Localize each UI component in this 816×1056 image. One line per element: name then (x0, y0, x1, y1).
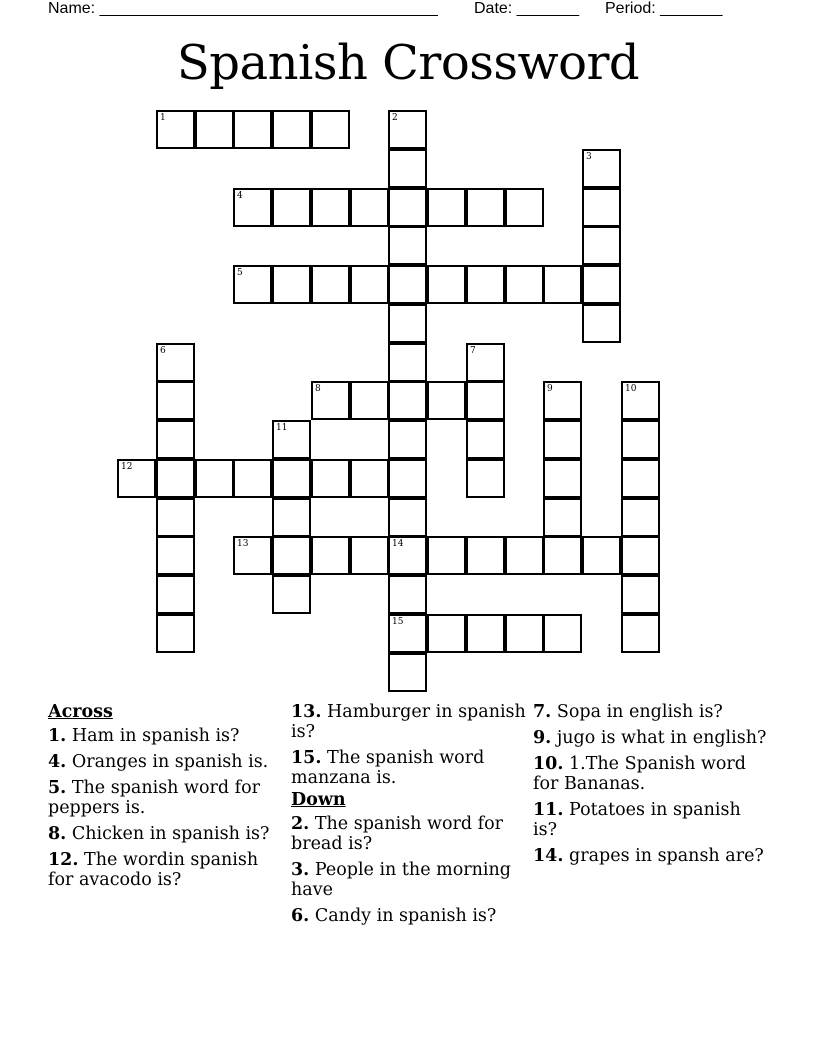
clue-number: 11. (533, 800, 564, 820)
period-field[interactable]: Period: _______ (605, 0, 723, 17)
crossword-cell[interactable] (582, 265, 621, 304)
crossword-cell[interactable] (543, 614, 582, 653)
crossword-cell[interactable] (582, 536, 621, 575)
clue-text: Candy in spanish is? (314, 906, 497, 926)
crossword-cell[interactable] (388, 420, 427, 459)
crossword-cell[interactable] (117, 459, 156, 498)
crossword-cell[interactable] (156, 343, 195, 382)
clue-text: The wordin spanish for avacodo is? (48, 850, 259, 890)
crossword-cell[interactable] (621, 498, 660, 537)
crossword-cell[interactable] (156, 381, 195, 420)
across-heading: Across (48, 702, 113, 722)
crossword-cell[interactable] (195, 459, 234, 498)
crossword-cell[interactable] (466, 420, 505, 459)
clue-text: jugo is what in english? (556, 728, 767, 748)
crossword-cell[interactable] (388, 653, 427, 692)
crossword-cell[interactable] (156, 420, 195, 459)
crossword-cell[interactable] (427, 381, 466, 420)
crossword-cell[interactable] (350, 265, 389, 304)
crossword-cell[interactable] (272, 498, 311, 537)
clue-number: 12. (48, 850, 79, 870)
down-clue-11 (533, 800, 769, 840)
crossword-cell[interactable] (388, 536, 427, 575)
crossword-cell[interactable] (156, 536, 195, 575)
clue-text: 1.The Spanish word for Bananas. (533, 754, 746, 794)
crossword-cell[interactable] (350, 381, 389, 420)
cell-number: 2 (392, 113, 398, 123)
crossword-cell[interactable] (621, 614, 660, 653)
cell-number: 7 (470, 346, 476, 356)
crossword-cell[interactable] (621, 536, 660, 575)
clue-text: People in the morning have (291, 860, 511, 900)
crossword-cell[interactable] (543, 459, 582, 498)
clue-text: Oranges in spanish is. (71, 752, 269, 772)
down-clue-6 (291, 906, 527, 926)
crossword-cell[interactable] (543, 265, 582, 304)
crossword-cell[interactable] (621, 420, 660, 459)
clue-number: 5. (48, 778, 67, 798)
crossword-cell[interactable] (621, 381, 660, 420)
cell-number: 11 (276, 423, 288, 433)
crossword-cell[interactable] (427, 536, 466, 575)
clue-column-3 (533, 702, 769, 872)
crossword-cell[interactable] (388, 459, 427, 498)
crossword-cell[interactable] (466, 188, 505, 227)
crossword-cell[interactable] (272, 420, 311, 459)
crossword-cell[interactable] (272, 265, 311, 304)
crossword-cell[interactable] (621, 459, 660, 498)
crossword-cell[interactable] (233, 110, 272, 149)
crossword-cell[interactable] (388, 226, 427, 265)
clue-number: 10. (533, 754, 564, 774)
cell-number: 10 (625, 384, 637, 394)
crossword-cell[interactable] (195, 110, 234, 149)
clue-number: 2. (291, 814, 310, 834)
crossword-cell[interactable] (388, 575, 427, 614)
crossword-cell[interactable] (466, 459, 505, 498)
crossword-cell[interactable] (311, 110, 350, 149)
cell-number: 14 (392, 539, 404, 549)
across-clue-15 (291, 748, 527, 788)
down-heading: Down (291, 790, 346, 810)
crossword-cell[interactable] (466, 381, 505, 420)
crossword-cell[interactable] (311, 265, 350, 304)
crossword-cell[interactable] (388, 614, 427, 653)
clue-number: 14. (533, 846, 564, 866)
crossword-cell[interactable] (466, 265, 505, 304)
crossword-cell[interactable] (582, 149, 621, 188)
cell-number: 3 (586, 152, 592, 162)
crossword-cell[interactable] (233, 536, 272, 575)
crossword-cell[interactable] (311, 536, 350, 575)
crossword-cell[interactable] (388, 343, 427, 382)
across-clue-13 (291, 702, 527, 742)
crossword-cell[interactable] (350, 188, 389, 227)
down-clue-2 (291, 814, 527, 854)
crossword-cell[interactable] (388, 498, 427, 537)
crossword-cell[interactable] (543, 420, 582, 459)
clue-number: 13. (291, 702, 322, 722)
crossword-cell[interactable] (388, 188, 427, 227)
crossword-cell[interactable] (388, 265, 427, 304)
clue-number: 9. (533, 728, 552, 748)
crossword-cell[interactable] (582, 304, 621, 343)
across-clue-5 (48, 778, 284, 818)
cell-number: 4 (237, 191, 243, 201)
crossword-cell[interactable] (311, 459, 350, 498)
crossword-cell[interactable] (543, 536, 582, 575)
date-field[interactable]: Date: _______ (474, 0, 579, 17)
crossword-cell[interactable] (272, 459, 311, 498)
crossword-cell[interactable] (388, 110, 427, 149)
clue-number: 6. (291, 906, 310, 926)
crossword-cell[interactable] (156, 614, 195, 653)
crossword-cell[interactable] (156, 459, 195, 498)
cell-number: 13 (237, 539, 249, 549)
clue-column-2 (291, 702, 527, 932)
name-field[interactable]: Name: ______________________________________ (48, 0, 438, 17)
across-clue-12 (48, 850, 284, 890)
cell-number: 12 (121, 462, 133, 472)
crossword-cell[interactable] (543, 498, 582, 537)
clue-column-1 (48, 702, 284, 896)
crossword-cell[interactable] (505, 188, 544, 227)
crossword-cell[interactable] (505, 536, 544, 575)
down-clue-10 (533, 754, 769, 794)
crossword-cell[interactable] (388, 381, 427, 420)
clue-text: Ham in spanish is? (71, 726, 240, 746)
crossword-cell[interactable] (156, 110, 195, 149)
page-title: Spanish Crossword (176, 35, 640, 91)
clue-text: Hamburger in spanish is? (291, 702, 526, 742)
cell-number: 8 (315, 384, 321, 394)
across-clue-1 (48, 726, 284, 746)
clue-number: 1. (48, 726, 67, 746)
down-clue-3 (291, 860, 527, 900)
crossword-cell[interactable] (427, 188, 466, 227)
clue-text: Potatoes in spanish is? (533, 800, 741, 840)
crossword-cell[interactable] (466, 343, 505, 382)
crossword-cell[interactable] (543, 381, 582, 420)
crossword-cell[interactable] (233, 188, 272, 227)
clue-number: 7. (533, 702, 552, 722)
crossword-cell[interactable] (582, 188, 621, 227)
crossword-cell[interactable] (272, 536, 311, 575)
cell-number: 6 (160, 346, 166, 356)
cell-number: 1 (160, 113, 166, 123)
crossword-cell[interactable] (427, 614, 466, 653)
crossword-cell[interactable] (582, 226, 621, 265)
clue-text: The spanish word manzana is. (291, 748, 485, 788)
cell-number: 15 (392, 617, 404, 627)
clue-text: The spanish word for peppers is. (48, 778, 261, 818)
crossword-cell[interactable] (388, 149, 427, 188)
cell-number: 5 (237, 268, 243, 278)
crossword-cell[interactable] (156, 575, 195, 614)
across-clue-4 (48, 752, 284, 772)
down-clue-14 (533, 846, 769, 866)
clue-text: The spanish word for bread is? (291, 814, 504, 854)
crossword-cell[interactable] (621, 575, 660, 614)
crossword-cell[interactable] (272, 110, 311, 149)
clue-number: 4. (48, 752, 67, 772)
crossword-cell[interactable] (272, 575, 311, 614)
crossword-cell[interactable] (427, 265, 466, 304)
clue-text: Chicken in spanish is? (71, 824, 270, 844)
down-clue-9 (533, 728, 769, 748)
crossword-cell[interactable] (505, 265, 544, 304)
crossword-cell[interactable] (272, 188, 311, 227)
crossword-cell[interactable] (466, 536, 505, 575)
crossword-cell[interactable] (350, 459, 389, 498)
crossword-cell[interactable] (350, 536, 389, 575)
clue-text: grapes in spansh are? (569, 846, 764, 866)
crossword-cell[interactable] (311, 188, 350, 227)
clue-number: 15. (291, 748, 322, 768)
crossword-cell[interactable] (156, 498, 195, 537)
crossword-cell[interactable] (233, 459, 272, 498)
crossword-cell[interactable] (466, 614, 505, 653)
crossword-cell[interactable] (388, 304, 427, 343)
clue-number: 8. (48, 824, 67, 844)
clue-text: Sopa in english is? (556, 702, 723, 722)
clue-number: 3. (291, 860, 310, 880)
across-clue-8 (48, 824, 284, 844)
cell-number: 9 (547, 384, 553, 394)
crossword-cell[interactable] (233, 265, 272, 304)
crossword-cell[interactable] (505, 614, 544, 653)
down-clue-7 (533, 702, 769, 722)
crossword-cell[interactable] (311, 381, 350, 420)
